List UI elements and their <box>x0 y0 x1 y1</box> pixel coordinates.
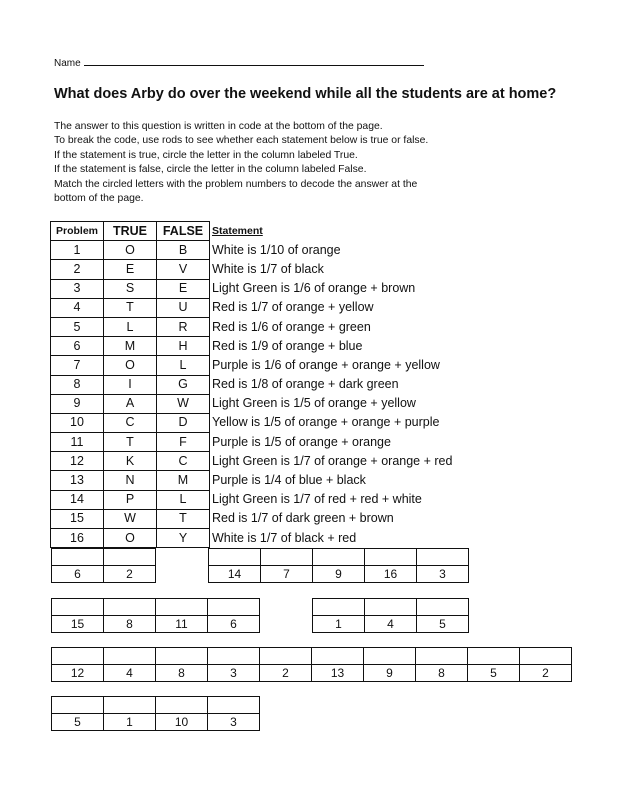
code-cell <box>519 647 572 682</box>
name-field[interactable] <box>54 56 424 69</box>
statement-text: Red is 1/9 of orange + blue <box>212 338 363 353</box>
name-blank-line[interactable] <box>84 56 424 66</box>
problem-number: 9 <box>51 394 104 413</box>
false-letter[interactable]: H <box>157 337 210 356</box>
code-problem-number: 8 <box>178 666 185 680</box>
statement-text: Light Green is 1/7 of red + red + white <box>212 492 422 507</box>
code-problem-number: 3 <box>439 567 446 581</box>
problem-table <box>50 221 453 548</box>
problem-number: 1 <box>51 241 104 260</box>
answer-letter-box[interactable] <box>261 549 312 566</box>
code-problem-number: 1 <box>126 715 133 729</box>
false-letter[interactable]: M <box>157 471 210 490</box>
table-row <box>51 356 453 375</box>
problem-number: 2 <box>51 260 104 279</box>
header-false: FALSE <box>157 222 210 241</box>
answer-letter-box[interactable] <box>104 549 155 566</box>
code-problem-number: 3 <box>230 666 237 680</box>
code-problem-number: 9 <box>335 567 342 581</box>
code-cell <box>416 598 469 633</box>
true-letter[interactable]: E <box>104 260 157 279</box>
answer-letter-box[interactable] <box>156 697 207 714</box>
code-word-4 <box>312 598 469 633</box>
code-cell <box>467 647 520 682</box>
page-title: What does Arby do over the weekend while all the students are at home? <box>54 86 557 102</box>
code-word-3 <box>51 598 260 633</box>
answer-letter-box[interactable] <box>208 599 259 616</box>
true-letter[interactable]: O <box>104 529 157 548</box>
code-cell <box>207 696 260 731</box>
answer-letter-box[interactable] <box>365 599 416 616</box>
code-cell <box>364 548 417 583</box>
statement-text: Red is 1/7 of orange + yellow <box>212 300 374 315</box>
code-problem-number: 9 <box>386 666 393 680</box>
code-problem-number: 2 <box>282 666 289 680</box>
code-problem-number: 5 <box>490 666 497 680</box>
statement-text: Red is 1/6 of orange + green <box>212 319 371 334</box>
code-cell <box>260 548 313 583</box>
answer-letter-box[interactable] <box>520 648 571 665</box>
code-word-5 <box>51 647 572 682</box>
false-letter[interactable]: F <box>157 433 210 452</box>
code-problem-number: 1 <box>335 617 342 631</box>
answer-letter-box[interactable] <box>52 648 103 665</box>
false-letter[interactable]: D <box>157 413 210 432</box>
problem-number: 14 <box>51 490 104 509</box>
code-cell <box>103 647 156 682</box>
code-problem-number: 8 <box>126 617 133 631</box>
code-problem-number: 16 <box>383 567 398 581</box>
code-problem-number: 6 <box>230 617 237 631</box>
statement-text: Red is 1/7 of dark green + brown <box>212 511 394 526</box>
true-letter[interactable]: L <box>104 317 157 336</box>
table-row <box>51 394 453 413</box>
code-cell <box>311 647 364 682</box>
instruction-line: bottom of the page. <box>54 193 144 205</box>
code-problem-number: 13 <box>330 666 345 680</box>
code-problem-number: 11 <box>175 617 188 631</box>
statement-text: Light Green is 1/5 of orange + yellow <box>212 396 416 411</box>
instruction-line: Match the circled letters with the problem numbers to decode the answer at the <box>54 178 418 190</box>
code-problem-number: 4 <box>387 617 394 631</box>
code-problem-number: 8 <box>438 666 445 680</box>
false-letter[interactable]: C <box>157 452 210 471</box>
problem-number: 15 <box>51 509 104 528</box>
code-cell <box>103 696 156 731</box>
true-letter[interactable]: P <box>104 490 157 509</box>
name-label: Name <box>54 58 81 69</box>
answer-letter-box[interactable] <box>156 599 207 616</box>
false-letter[interactable]: G <box>157 375 210 394</box>
code-cell <box>155 696 208 731</box>
answer-letter-box[interactable] <box>417 599 468 616</box>
instructions <box>54 120 434 206</box>
true-letter[interactable]: T <box>104 298 157 317</box>
false-letter[interactable]: Y <box>157 529 210 548</box>
true-letter[interactable]: O <box>104 241 157 260</box>
true-letter[interactable]: O <box>104 356 157 375</box>
false-letter[interactable]: L <box>157 356 210 375</box>
code-cell <box>51 548 104 583</box>
code-cell <box>415 647 468 682</box>
problem-number: 3 <box>51 279 104 298</box>
statement-text: Yellow is 1/5 of orange + orange + purple <box>212 415 440 430</box>
code-cell <box>312 548 365 583</box>
answer-letter-box[interactable] <box>365 549 416 566</box>
problem-number: 11 <box>51 433 104 452</box>
code-problem-number: 12 <box>70 666 85 680</box>
code-cell <box>103 598 156 633</box>
table-row <box>51 490 453 509</box>
table-row <box>51 317 453 336</box>
table-row <box>51 298 453 317</box>
code-problem-number: 2 <box>542 666 549 680</box>
true-letter[interactable]: S <box>104 279 157 298</box>
true-letter[interactable]: N <box>104 471 157 490</box>
statement-text: Light Green is 1/7 of orange + orange + red <box>212 453 453 468</box>
statement-text: Purple is 1/4 of blue + black <box>212 473 366 488</box>
answer-letter-box[interactable] <box>312 648 363 665</box>
table-row <box>51 433 453 452</box>
answer-letter-box[interactable] <box>416 648 467 665</box>
table-header-row <box>51 222 453 241</box>
instruction-line: If the statement is false, circle the letter in the column labeled False. <box>54 164 367 176</box>
true-letter[interactable]: I <box>104 375 157 394</box>
header-true: TRUE <box>104 222 157 241</box>
answer-letter-box[interactable] <box>52 599 103 616</box>
statement-text: White is 1/10 of orange <box>212 242 341 257</box>
answer-letter-box[interactable] <box>52 549 103 566</box>
code-cell <box>207 647 260 682</box>
code-cell <box>51 598 104 633</box>
problem-number: 8 <box>51 375 104 394</box>
code-cell <box>363 647 416 682</box>
answer-letter-box[interactable] <box>313 549 364 566</box>
instruction-line: If the statement is true, circle the letter in the column labeled True. <box>54 149 358 161</box>
answer-letter-box[interactable] <box>260 648 311 665</box>
statement-text: Purple is 1/6 of orange + orange + yellow <box>212 357 440 372</box>
problem-number: 6 <box>51 337 104 356</box>
false-letter[interactable]: W <box>157 394 210 413</box>
false-letter[interactable]: L <box>157 490 210 509</box>
code-cell <box>364 598 417 633</box>
statement-text: White is 1/7 of black <box>212 261 324 276</box>
table-row <box>51 509 453 528</box>
statement-text: White is 1/7 of black + red <box>212 530 357 545</box>
answer-letter-box[interactable] <box>208 648 259 665</box>
answer-letter-box[interactable] <box>364 648 415 665</box>
code-cell <box>51 696 104 731</box>
answer-letter-box[interactable] <box>313 599 364 616</box>
problem-number: 7 <box>51 356 104 375</box>
code-cell <box>312 598 365 633</box>
header-statement: Statement <box>212 224 263 237</box>
code-cell <box>207 598 260 633</box>
answer-letter-box[interactable] <box>417 549 468 566</box>
problem-number: 13 <box>51 471 104 490</box>
false-letter[interactable]: R <box>157 317 210 336</box>
code-problem-number: 2 <box>126 567 133 581</box>
false-letter[interactable]: T <box>157 509 210 528</box>
code-problem-number: 6 <box>74 567 81 581</box>
table-row <box>51 413 453 432</box>
true-letter[interactable]: C <box>104 413 157 432</box>
problem-number: 4 <box>51 298 104 317</box>
table-row <box>51 452 453 471</box>
code-problem-number: 10 <box>174 715 189 729</box>
code-cell <box>155 598 208 633</box>
false-letter[interactable]: U <box>157 298 210 317</box>
answer-letter-box[interactable] <box>208 697 259 714</box>
code-problem-number: 3 <box>230 715 237 729</box>
false-letter[interactable]: B <box>157 241 210 260</box>
problem-number: 16 <box>51 529 104 548</box>
true-letter[interactable]: W <box>104 509 157 528</box>
code-word-6 <box>51 696 260 731</box>
table-row <box>51 337 453 356</box>
code-cell <box>51 647 104 682</box>
code-cell <box>259 647 312 682</box>
true-letter[interactable]: T <box>104 433 157 452</box>
true-letter[interactable]: K <box>104 452 157 471</box>
code-cell <box>103 548 156 583</box>
answer-letter-box[interactable] <box>104 697 155 714</box>
code-word-2 <box>208 548 469 583</box>
table-row <box>51 241 453 260</box>
answer-letter-box[interactable] <box>156 648 207 665</box>
true-letter[interactable]: M <box>104 337 157 356</box>
code-problem-number: 14 <box>227 567 242 581</box>
problem-number: 5 <box>51 317 104 336</box>
problem-number: 10 <box>51 413 104 432</box>
answer-letter-box[interactable] <box>104 648 155 665</box>
table-row <box>51 260 453 279</box>
code-problem-number: 5 <box>439 617 446 631</box>
instruction-line: To break the code, use rods to see whether each statement below is true or false. <box>54 135 429 147</box>
statement-text: Light Green is 1/6 of orange + brown <box>212 281 416 296</box>
answer-letter-box[interactable] <box>52 697 103 714</box>
code-cell <box>416 548 469 583</box>
instruction-line: The answer to this question is written in code at the bottom of the page. <box>54 121 383 132</box>
false-letter[interactable]: E <box>157 279 210 298</box>
table-row <box>51 375 453 394</box>
answer-letter-box[interactable] <box>104 599 155 616</box>
code-problem-number: 7 <box>283 567 290 581</box>
answer-letter-box[interactable] <box>209 549 260 566</box>
false-letter[interactable]: V <box>157 260 210 279</box>
true-letter[interactable]: A <box>104 394 157 413</box>
code-word-1 <box>51 548 156 583</box>
answer-letter-box[interactable] <box>468 648 519 665</box>
statement-text: Purple is 1/5 of orange + orange <box>212 434 391 449</box>
code-cell <box>208 548 261 583</box>
code-cell <box>155 647 208 682</box>
code-problem-number: 5 <box>74 715 81 729</box>
table-row <box>51 529 453 548</box>
problem-number: 12 <box>51 452 104 471</box>
code-problem-number: 4 <box>126 666 133 680</box>
statement-text: Red is 1/8 of orange + dark green <box>212 377 399 392</box>
table-row <box>51 471 453 490</box>
table-row <box>51 279 453 298</box>
header-problem: Problem <box>51 222 104 241</box>
code-problem-number: 15 <box>70 617 85 631</box>
